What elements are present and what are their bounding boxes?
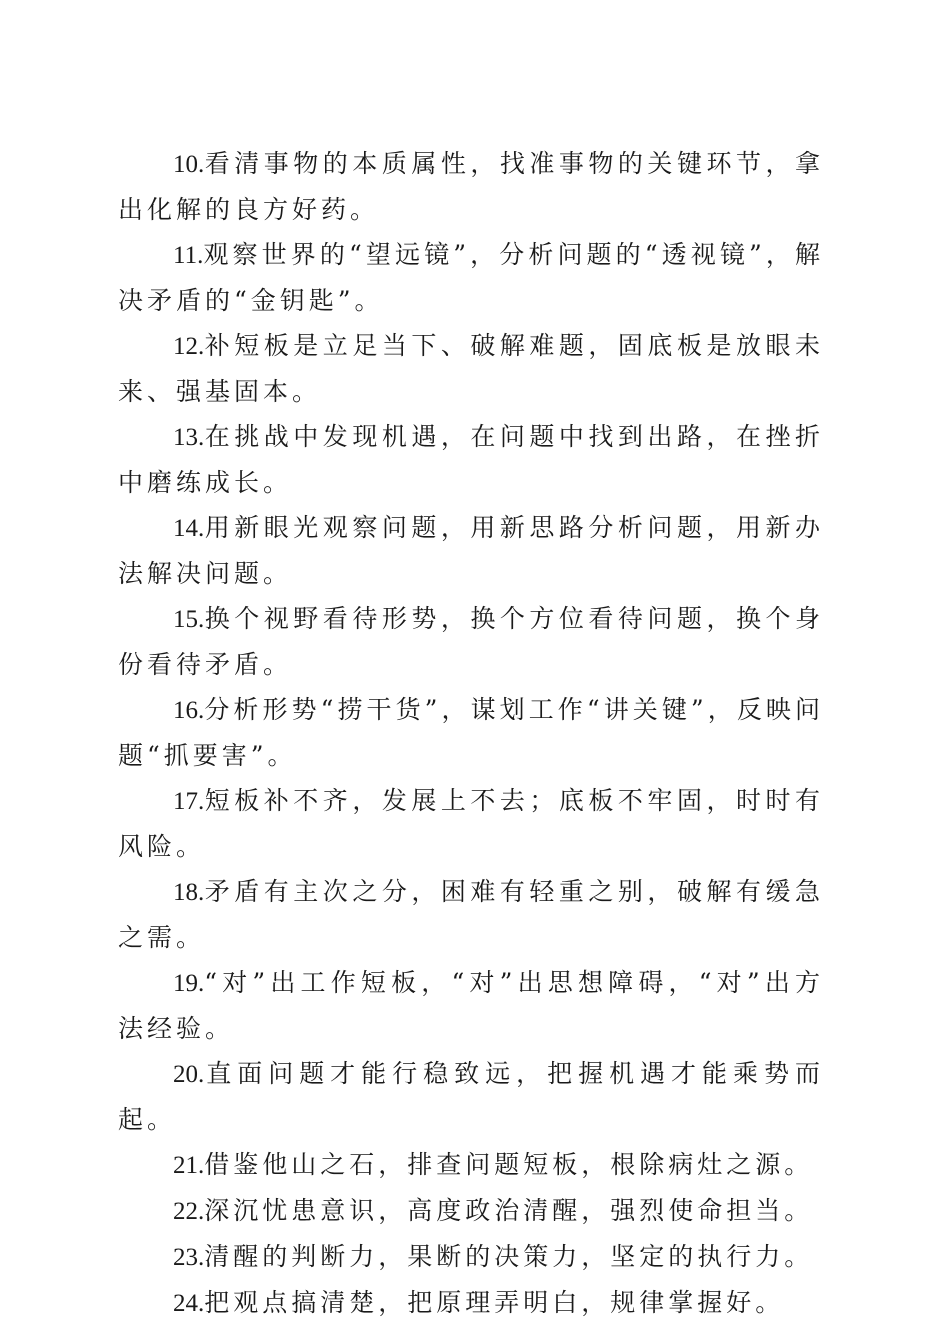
item-number: 13. [173,424,205,451]
list-item [118,141,824,232]
list-item [118,960,824,1051]
list-item [118,1051,824,1142]
item-text: 把观点搞清楚，把原理弄明白，规律掌握好。 [204,1288,785,1317]
list-item [118,1142,824,1188]
list-item [118,232,824,323]
item-text: 补短板是立足当下、破解难题，固底板是放眼未来、强基固本。 [118,331,824,406]
item-text: 分析形势“捞干货”，谋划工作“讲关键”，反映问题“抓要害”。 [118,695,824,770]
list-item [118,687,824,778]
item-number: 15. [173,606,205,633]
item-text: 用新眼光观察问题，用新思路分析问题，用新办法解决问题。 [118,513,824,588]
item-number: 20. [173,1061,205,1088]
item-text: 看清事物的本质属性，找准事物的关键环节，拿出化解的良方好药。 [118,149,824,224]
item-text: 换个视野看待形势，换个方位看待问题，换个身份看待矛盾。 [118,604,824,679]
list-item [118,1188,824,1234]
item-number: 11. [173,242,204,269]
item-number: 17. [173,788,205,815]
item-number: 19. [173,970,205,997]
item-text: 直面问题才能行稳致远，把握机遇才能乘势而起。 [118,1059,824,1134]
list-item [118,869,824,960]
item-number: 18. [173,879,205,906]
list-item [118,596,824,687]
item-number: 12. [173,333,205,360]
item-text: 借鉴他山之石，排查问题短板，根除病灶之源。 [204,1150,814,1179]
item-number: 23. [173,1244,205,1271]
item-text: 深沉忧患意识，高度政治清醒，强烈使命担当。 [204,1196,814,1225]
item-text: 在挑战中发现机遇，在问题中找到出路，在挫折中磨练成长。 [118,422,824,497]
list-item [118,323,824,414]
item-text: “对”出工作短板，“对”出思想障碍，“对”出方法经验。 [118,968,824,1043]
list-item [118,1280,824,1326]
document-body [118,141,824,1326]
list-item [118,505,824,596]
list-item [118,778,824,869]
item-number: 24. [173,1290,205,1317]
item-number: 22. [173,1198,205,1225]
item-text: 观察世界的“望远镜”，分析问题的“透视镜”，解决矛盾的“金钥匙”。 [118,240,824,315]
list-item [118,1234,824,1280]
item-number: 14. [173,515,205,542]
item-text: 短板补不齐，发展上不去；底板不牢固，时时有风险。 [118,786,824,861]
item-number: 10. [173,151,205,178]
list-item [118,414,824,505]
item-number: 16. [173,697,205,724]
item-text: 矛盾有主次之分，困难有轻重之别，破解有缓急之需。 [118,877,824,952]
item-text: 清醒的判断力，果断的决策力，坚定的执行力。 [204,1242,814,1271]
item-number: 21. [173,1152,205,1179]
